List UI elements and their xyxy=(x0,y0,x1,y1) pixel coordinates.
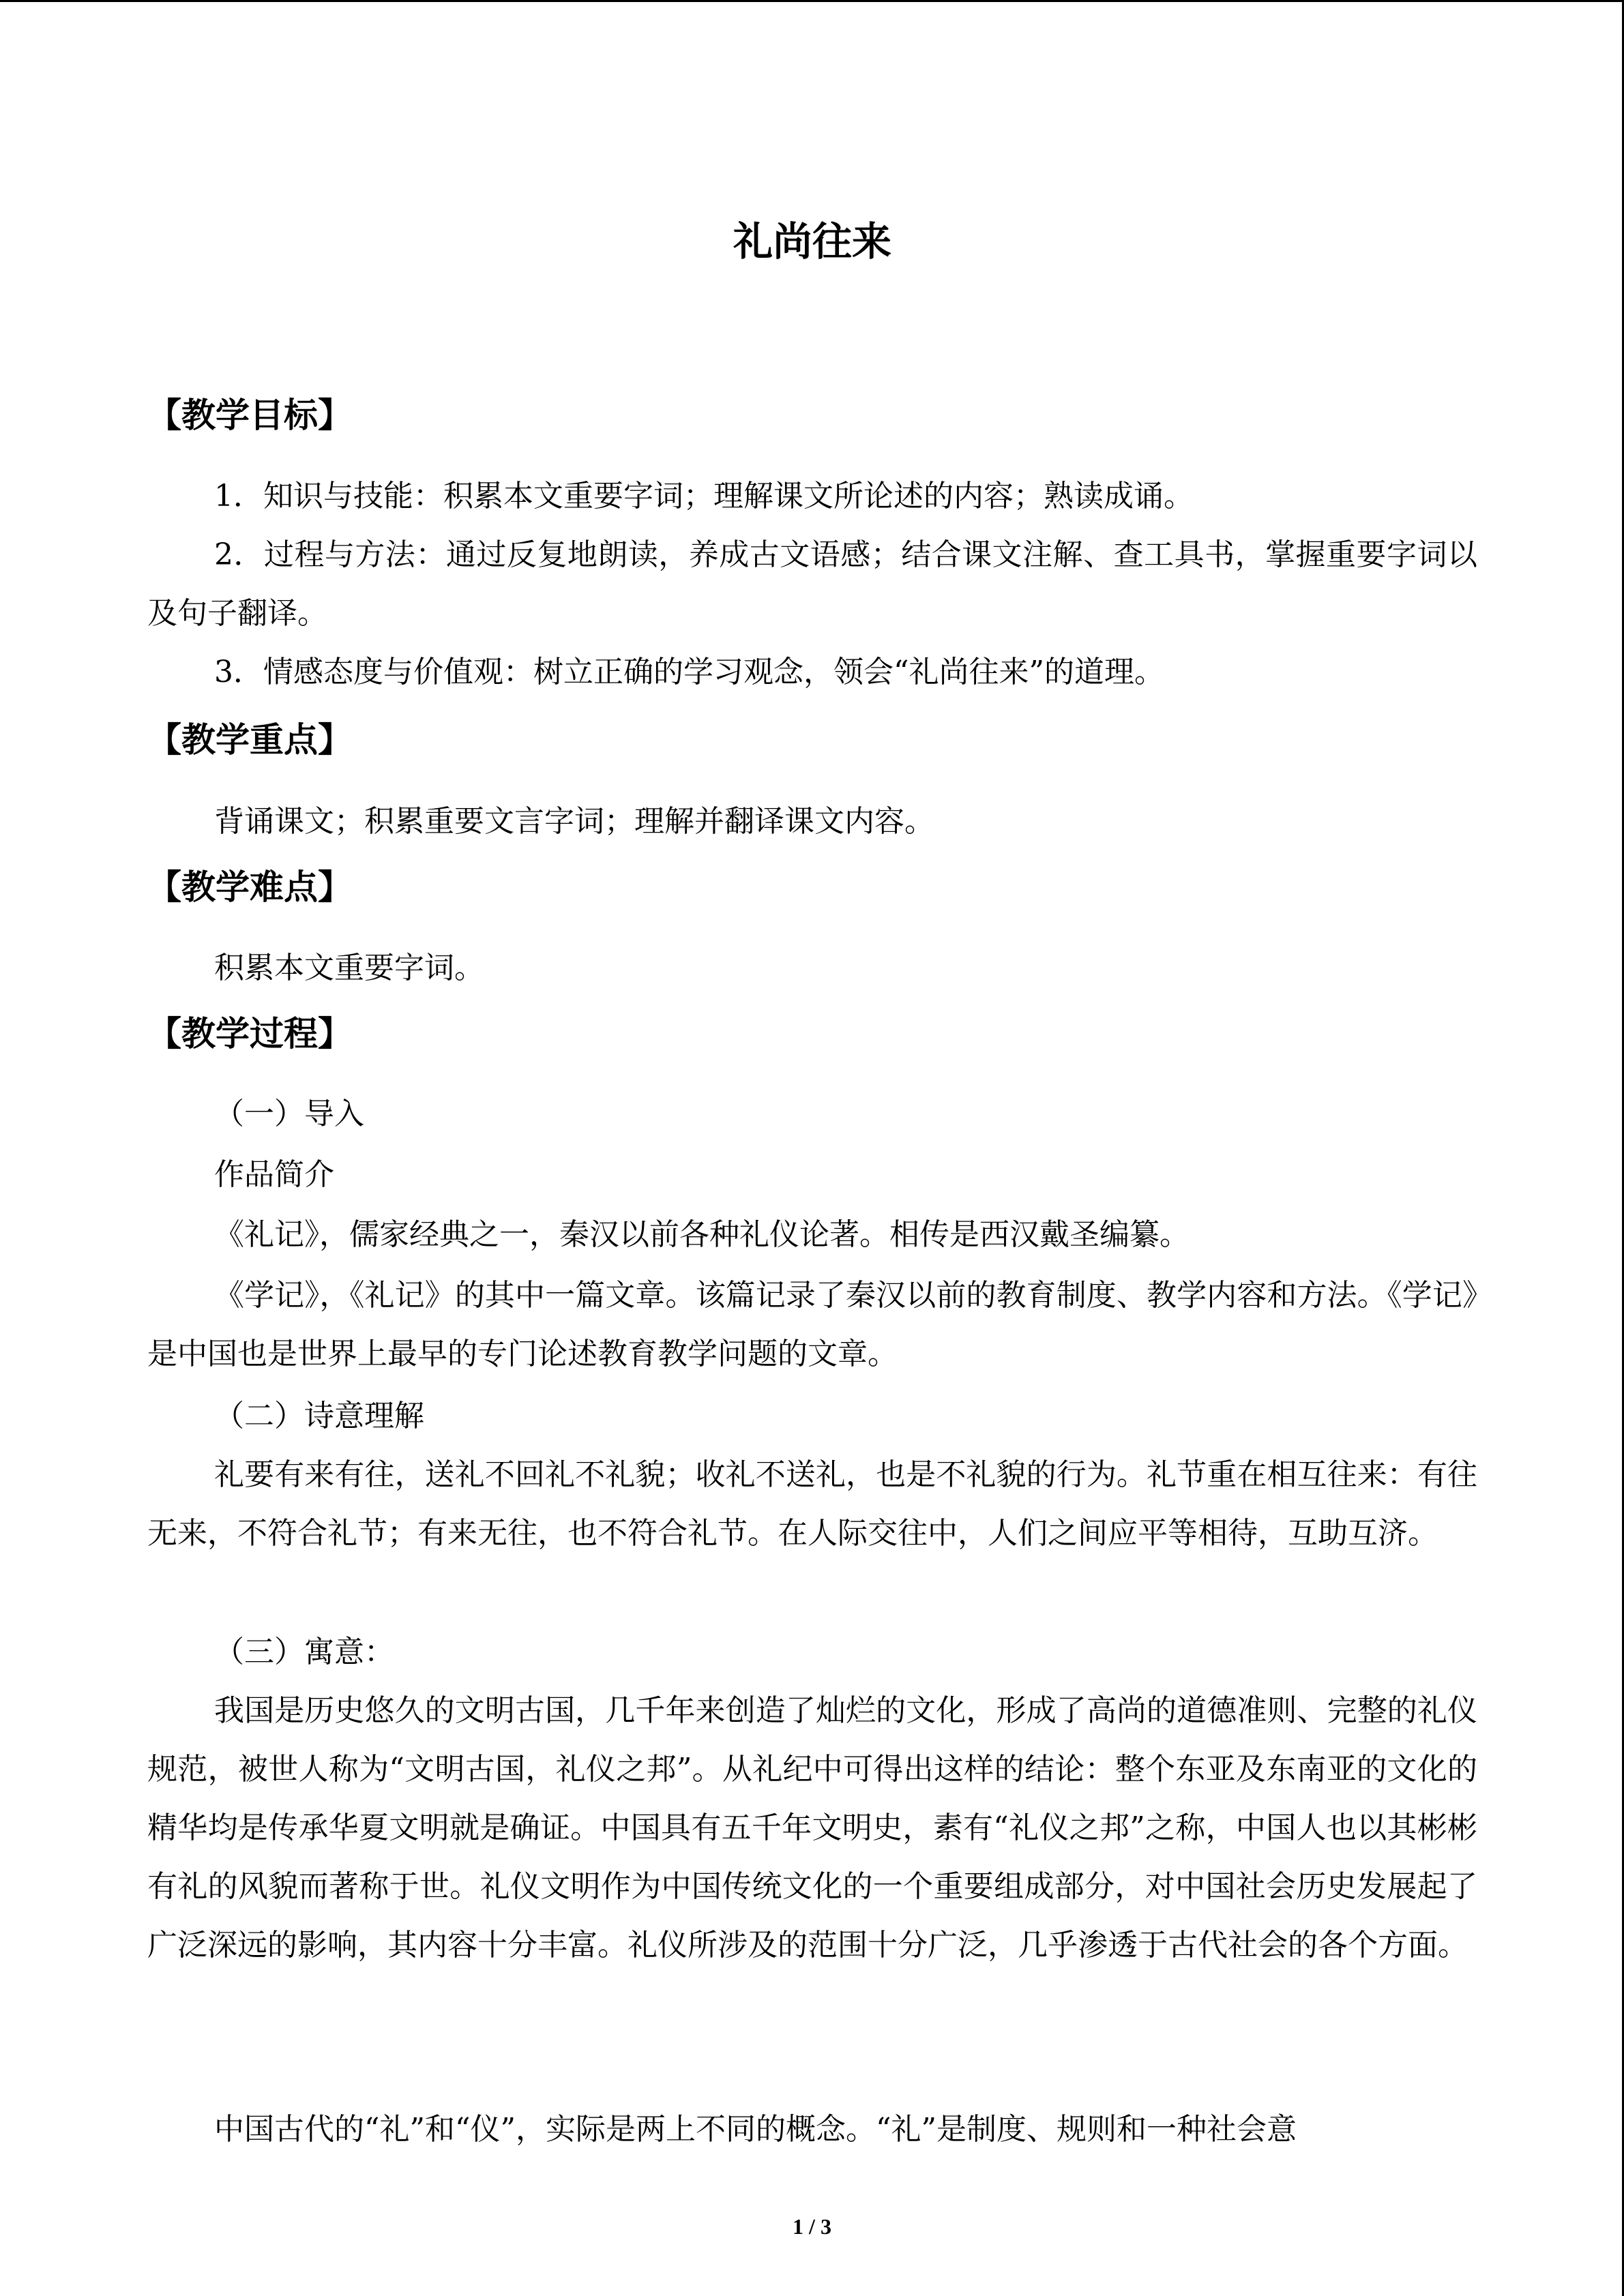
heading-difficulties: 【教学难点】 xyxy=(147,867,352,907)
objective-item-3: 3．情感态度与价值观：树立正确的学习观念，领会“礼尚往来”的道理。 xyxy=(214,655,1164,689)
implication-paragraph: 我国是历史悠久的文明古国，几千年来创造了灿烂的文化，形成了高尚的道德准则、完整的礼仪规范，被世人称为“文明古国，礼仪之邦”。从礼纪中可得出这样的结论：整个东亚及东南亚的文化的精华均是传承华夏文明就是确证。中国具有五千年文明史，素有“礼仪之邦”之称，中国人也以其彬彬有礼的风貌而著称于世。礼仪文明作为中国传统文化的一个重要组成部分，对中国社会历史发展起了广泛深远的影响，其内容十分丰富。礼仪所涉及的范围十分广泛，几乎渗透于古代社会的各个方面。 xyxy=(147,1693,1477,1963)
work-intro-label: 作品简介 xyxy=(214,1157,334,1192)
objective-item-1: 1．知识与技能：积累本文重要字词；理解课文所论述的内容；熟读成诵。 xyxy=(214,479,1194,513)
xueji-paragraph: 《学记》，《礼记》的其中一篇文章。该篇记录了秦汉以前的教育制度、教学内容和方法。《学记》是中国也是世界上最早的专门论述教育教学问题的文章。 xyxy=(147,1278,1477,1371)
section-implication-label: （三）寓意： xyxy=(214,1635,394,1669)
meaning-paragraph: 礼要有来有往，送礼不回礼不礼貌；收礼不送礼，也是不礼貌的行为。礼节重在相互往来：有往无来，不符合礼节；有来无往，也不符合礼节。在人际交往中，人们之间应平等相待，互助互济。 xyxy=(147,1457,1477,1551)
liji-paragraph: 《礼记》，儒家经典之一，秦汉以前各种礼仪论著。相传是西汉戴圣编纂。 xyxy=(214,1217,1190,1252)
section-meaning-label: （二）诗意理解 xyxy=(214,1399,424,1433)
difficulties-text: 积累本文重要字词。 xyxy=(214,951,484,985)
key-points-text: 背诵课文；积累重要文言字词；理解并翻译课文内容。 xyxy=(214,804,934,839)
page-border-top xyxy=(0,0,1624,2)
heading-process: 【教学过程】 xyxy=(147,1014,352,1054)
page-title: 礼尚往来 xyxy=(733,218,891,265)
page-indicator: 1 / 3 xyxy=(793,2214,831,2239)
heading-key-points: 【教学重点】 xyxy=(147,720,352,760)
heading-objectives: 【教学目标】 xyxy=(147,396,352,435)
last-paragraph: 中国古代的“礼”和“仪”，实际是两上不同的概念。“礼”是制度、规则和一种社会意 xyxy=(214,2112,1297,2147)
objective-item-2: 2．过程与方法：通过反复地朗读，养成古文语感；结合课文注解、查工具书，掌握重要字词以及句子翻译。 xyxy=(147,537,1477,631)
section-intro-label: （一）导入 xyxy=(214,1097,364,1131)
